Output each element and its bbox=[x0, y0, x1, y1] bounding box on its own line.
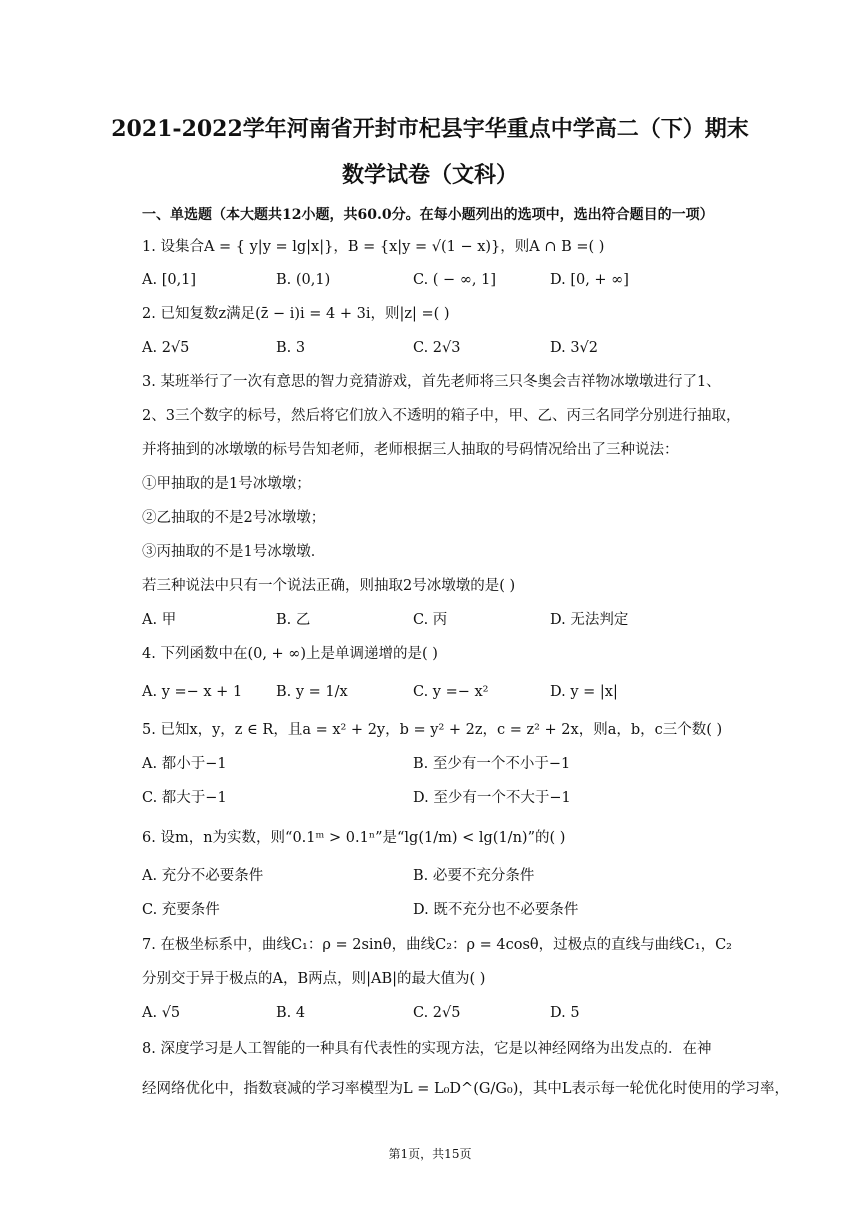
question-3-statement-1: ①甲抽取的是1号冰墩墩； bbox=[142, 476, 311, 492]
question-7-option-a: A. √5 bbox=[142, 1005, 181, 1021]
question-3-option-d: D. 无法判定 bbox=[550, 612, 629, 628]
question-4-option-c: C. y =− x² bbox=[413, 684, 489, 700]
question-1-option-a: A. [0,1] bbox=[142, 272, 197, 288]
question-5-option-d: D. 至少有一个不大于−1 bbox=[413, 790, 571, 806]
question-5-option-a: A. 都小于−1 bbox=[142, 756, 227, 772]
question-2-option-b: B. 3 bbox=[276, 340, 306, 356]
question-3-line3: 并将抽到的冰墩墩的标号告知老师，老师根据三人抽取的号码情况给出了三种说法： bbox=[142, 442, 679, 458]
question-6-option-d: D. 既不充分也不必要条件 bbox=[413, 902, 579, 918]
question-7-line2: 分别交于异于极点的A，B两点，则|AB|的最大值为( ) bbox=[142, 971, 486, 987]
question-2-stem: 2. 已知复数z满足(z̄ − i)i = 4 + 3i，则|z| =( ) bbox=[142, 306, 450, 322]
question-1-option-b: B. (0,1) bbox=[276, 272, 331, 288]
question-3-line1: 3. 某班举行了一次有意思的智力竞猜游戏，首先老师将三只冬奥会吉祥物冰墩墩进行了1、 bbox=[142, 374, 721, 390]
question-3-option-a: A. 甲 bbox=[142, 612, 177, 628]
page-title-line1: 2021-2022学年河南省开封市杞县宇华重点中学高二（下）期末 bbox=[111, 116, 749, 142]
question-6-option-b: B. 必要不充分条件 bbox=[413, 868, 535, 884]
question-4-option-a: A. y =− x + 1 bbox=[142, 684, 243, 700]
question-2-option-d: D. 3√2 bbox=[550, 340, 599, 356]
question-3-option-c: C. 丙 bbox=[413, 612, 448, 628]
question-2-option-c: C. 2√3 bbox=[413, 340, 461, 356]
question-7-option-d: D. 5 bbox=[550, 1005, 580, 1021]
page-footer: 第1页，共15页 bbox=[388, 1147, 472, 1161]
section-heading: 一、单选题（本大题共12小题，共60.0分。在每小题列出的选项中，选出符合题目的一项） bbox=[142, 207, 714, 223]
question-1-option-c: C. ( − ∞, 1] bbox=[413, 272, 496, 288]
question-1-stem: 1. 设集合A = { y|y = lg|x|}，B = {x|y = √(1 − x)}，则A ∩ B =( ) bbox=[142, 239, 605, 255]
question-6-option-c: C. 充要条件 bbox=[142, 902, 220, 918]
question-7-option-b: B. 4 bbox=[276, 1005, 306, 1021]
question-4-option-d: D. y = |x| bbox=[550, 684, 618, 700]
question-3-statement-2: ②乙抽取的不是2号冰墩墩； bbox=[142, 510, 326, 526]
question-7-option-c: C. 2√5 bbox=[413, 1005, 461, 1021]
question-5-stem: 5. 已知x，y，z ∈ R，且a = x² + 2y，b = y² + 2z，c = z² + 2x，则a，b，c三个数( ) bbox=[142, 722, 723, 738]
question-5-option-c: C. 都大于−1 bbox=[142, 790, 227, 806]
question-8-line2: 经网络优化中，指数衰减的学习率模型为L = L₀D^(G/G₀)，其中L表示每一轮优化时使用的学习率， bbox=[142, 1081, 790, 1097]
question-3-option-b: B. 乙 bbox=[276, 612, 311, 628]
page-title-line2: 数学试卷（文科） bbox=[341, 162, 518, 188]
question-6-option-a: A. 充分不必要条件 bbox=[142, 868, 264, 884]
question-3-statement-3: ③丙抽取的不是1号冰墩墩． bbox=[142, 544, 326, 560]
question-3-line4: 若三种说法中只有一个说法正确，则抽取2号冰墩墩的是( ) bbox=[142, 578, 516, 594]
question-8-line1: 8. 深度学习是人工智能的一种具有代表性的实现方法，它是以神经网络为出发点的．在神 bbox=[142, 1041, 712, 1057]
question-5-option-b: B. 至少有一个不小于−1 bbox=[413, 756, 571, 772]
question-4-stem: 4. 下列函数中在(0, + ∞)上是单调递增的是( ) bbox=[142, 646, 438, 662]
question-4-option-b: B. y = 1/x bbox=[276, 684, 348, 700]
question-7-line1: 7. 在极坐标系中，曲线C₁：ρ = 2sinθ，曲线C₂：ρ = 4cosθ，过极点的直线与曲线C₁，C₂ bbox=[142, 937, 732, 953]
question-2-option-a: A. 2√5 bbox=[142, 340, 190, 356]
question-6-stem: 6. 设m，n为实数，则“0.1ᵐ > 0.1ⁿ”是“lg(1/m) < lg(1/n)”的( ) bbox=[142, 830, 566, 846]
question-3-line2: 2、3三个数字的标号，然后将它们放入不透明的箱子中，甲、乙、丙三名同学分别进行抽取， bbox=[142, 408, 741, 424]
question-1-option-d: D. [0, + ∞] bbox=[550, 272, 629, 288]
